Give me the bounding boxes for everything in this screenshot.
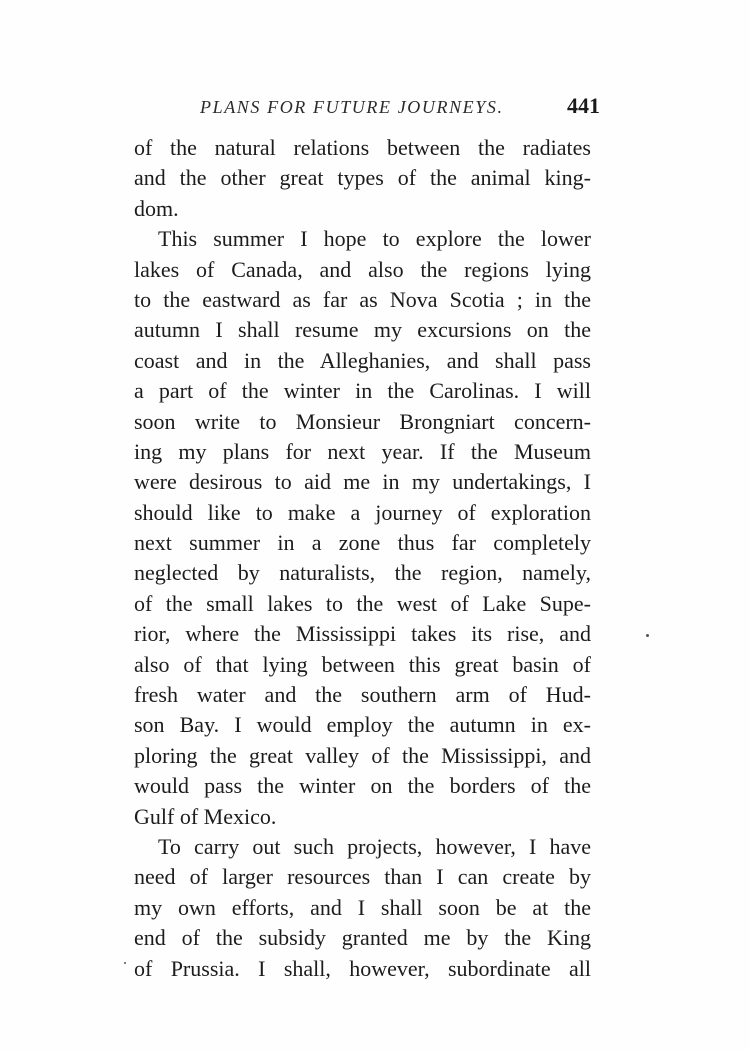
body-text (134, 133, 591, 984)
text-line: also of that lying between this great basin of (134, 651, 591, 677)
text-line: fresh water and the southern arm of Hud- (134, 682, 591, 708)
text-line: would pass the winter on the borders of the (134, 773, 591, 799)
text-line: coast and in the Alleghanies, and shall pass (134, 347, 591, 373)
text-line: Gulf of Mexico. (134, 803, 277, 829)
text-line: and the other great types of the animal king- (134, 165, 591, 191)
text-line: of the natural relations between the radiates (134, 135, 591, 160)
text-line: ing my plans for next year. If the Museum (134, 438, 591, 464)
text-line: to the eastward as far as Nova Scotia ; in the (134, 286, 591, 312)
text-line: rior, where the Mississippi takes its rise, and (134, 621, 591, 647)
text-line: my own efforts, and I shall soon be at the (134, 894, 591, 920)
text-line: of the small lakes to the west of Lake Supe- (134, 590, 591, 616)
text-line: of Prussia. I shall, however, subordinate all (134, 955, 591, 981)
text-line: lakes of Canada, and also the regions lying (134, 256, 591, 282)
text-line: end of the subsidy granted me by the King (134, 925, 591, 951)
text-line: son Bay. I would employ the autumn in ex- (134, 712, 591, 738)
page-number: 441 (567, 93, 600, 118)
page-header (200, 93, 600, 123)
text-line: were desirous to aid me in my undertakings, I (134, 469, 591, 495)
paper-speck (646, 634, 649, 637)
text-line: autumn I shall resume my excursions on the (134, 317, 591, 343)
text-line: neglected by naturalists, the region, namely, (134, 560, 591, 586)
text-line: next summer in a zone thus far completely (134, 530, 591, 556)
text-line: To carry out such projects, however, I have (158, 833, 591, 859)
text-line: a part of the winter in the Carolinas. I will (134, 378, 591, 404)
text-line: ploring the great valley of the Mississippi, and (134, 742, 591, 768)
text-line: dom. (134, 195, 179, 221)
running-head: PLANS FOR FUTURE JOURNEYS. (200, 97, 504, 117)
text-line: need of larger resources than I can create by (134, 864, 591, 890)
paper-speck (124, 962, 126, 964)
text-line: soon write to Monsieur Brongniart concern- (134, 408, 591, 434)
text-line: This summer I hope to explore the lower (158, 226, 591, 252)
text-line: should like to make a journey of exploration (134, 499, 591, 525)
